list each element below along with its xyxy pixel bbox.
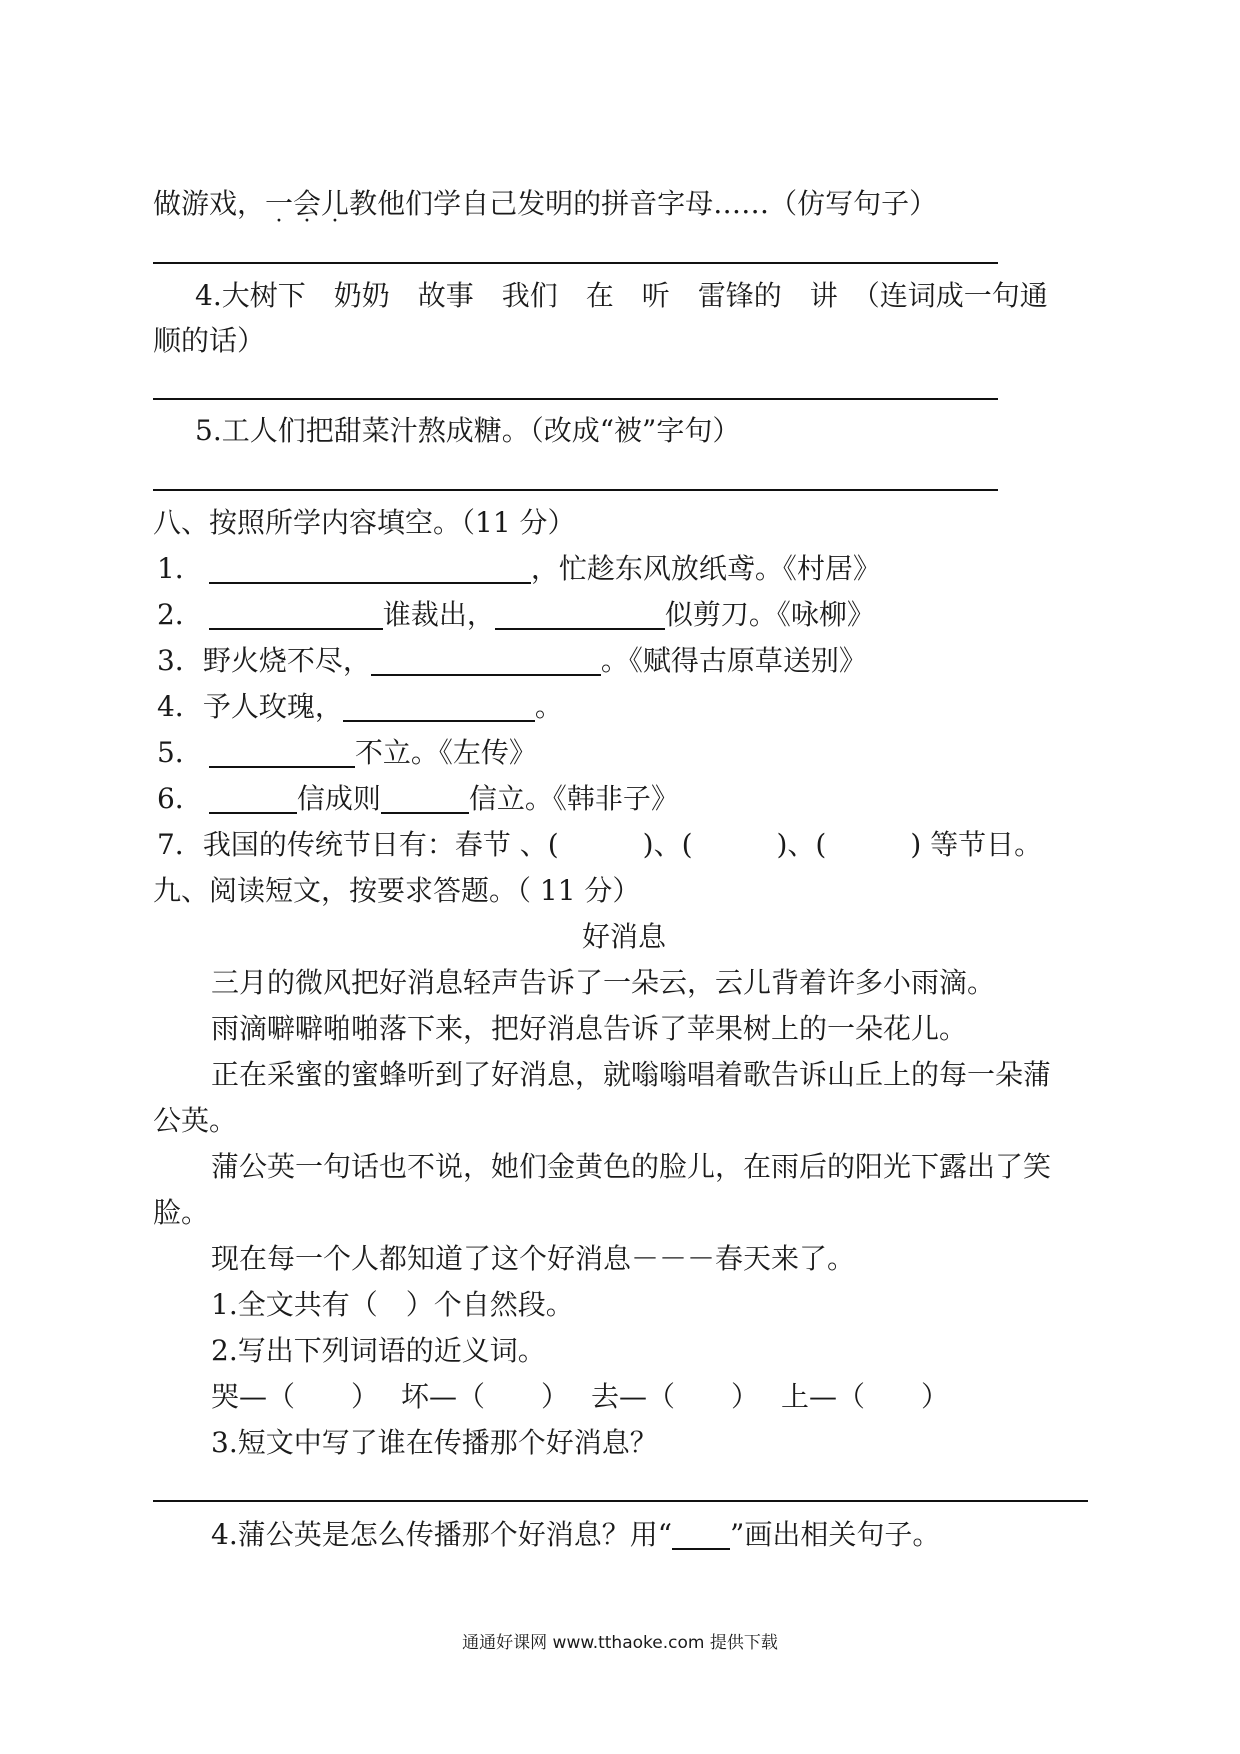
synonym-item: 哭—（ ） xyxy=(211,1380,380,1413)
synonym-item: 上—（ ） xyxy=(781,1380,950,1413)
page-footer: 通通好课网 www.tthaoke.com 提供下载 xyxy=(462,1633,778,1653)
blank-3[interactable] xyxy=(371,646,601,676)
reading-q3: 3.短文中写了谁在传播那个好消息？ xyxy=(211,1426,658,1459)
reading-q4-post: ”画出相关句子。 xyxy=(730,1518,941,1551)
item3-post: 。《赋得古原草送别》 xyxy=(600,644,867,677)
blank-1[interactable] xyxy=(209,554,531,584)
q5-text: 5.工人们把甜菜汁熬成糖。（改成“被”字句） xyxy=(195,414,741,447)
q3-sentence xyxy=(153,186,937,222)
item6-text: 信立。《韩非子》 xyxy=(468,782,679,815)
item4-post: 。 xyxy=(534,690,563,723)
q3-post: 教他们学自己发明的拼音字母……（仿写句子） xyxy=(349,187,938,220)
fill-item-4 xyxy=(157,689,563,725)
fill-item-1 xyxy=(157,551,881,587)
answer-line-q5[interactable] xyxy=(153,489,998,491)
synonym-item: 去—（ ） xyxy=(591,1380,760,1413)
underline-sample xyxy=(672,1520,730,1550)
q3-dot-char-3: 儿 xyxy=(321,187,350,220)
item6-number: 6． xyxy=(157,782,203,815)
item2-mid: 谁裁出， xyxy=(382,598,495,631)
q3-dot-char-1: 一 xyxy=(265,187,294,220)
q4-line-2: 顺的话） xyxy=(153,324,266,357)
item5-text: 不立。《左传》 xyxy=(354,736,537,769)
blank-6b[interactable] xyxy=(381,784,469,814)
blank-2a[interactable] xyxy=(209,600,383,630)
fill-item-5 xyxy=(157,735,537,771)
q3-dot-char-2: 会 xyxy=(293,187,322,220)
reading-q4-pre: 4.蒲公英是怎么传播那个好消息？用“ xyxy=(211,1518,673,1551)
passage-paragraph-3a: 正在采蜜的蜜蜂听到了好消息，就嗡嗡唱着歌告诉山丘上的每一朵蒲 xyxy=(211,1058,1052,1091)
blank-2b[interactable] xyxy=(495,600,665,630)
passage-paragraph-2: 雨滴噼噼啪啪落下来，把好消息告诉了苹果树上的一朵花儿。 xyxy=(211,1012,968,1045)
reading-q2: 2.写出下列词语的近义词。 xyxy=(211,1334,546,1367)
item6-mid: 信成则 xyxy=(296,782,381,815)
fill-item-3 xyxy=(157,643,867,679)
item2-number: 2． xyxy=(157,598,203,631)
blank-6a[interactable] xyxy=(209,784,297,814)
passage-paragraph-4b: 脸。 xyxy=(153,1196,210,1229)
fill-item-6 xyxy=(157,781,679,817)
passage-title: 好消息 xyxy=(582,920,667,953)
item4-pre: 4．予人玫瑰， xyxy=(157,690,343,723)
item1-number: 1． xyxy=(157,552,203,585)
passage-paragraph-1: 三月的微风把好消息轻声告诉了一朵云，云儿背着许多小雨滴。 xyxy=(211,966,996,999)
synonym-item: 坏—（ ） xyxy=(401,1380,570,1413)
reading-q4 xyxy=(211,1517,940,1553)
item3-pre: 3．野火烧不尽， xyxy=(157,644,371,677)
answer-line-q3[interactable] xyxy=(153,262,998,264)
item1-text: ，忙趁东风放纸鸢。《村居》 xyxy=(530,552,881,585)
fill-item-2 xyxy=(157,597,875,633)
fill-item-7: 7．我国的传统节日有：春节 、( )、( )、( ) 等节日。 xyxy=(157,828,1043,861)
blank-5[interactable] xyxy=(209,738,355,768)
answer-line-q4[interactable] xyxy=(153,398,998,400)
answer-line-reading-q3[interactable] xyxy=(153,1500,1088,1502)
passage-paragraph-3b: 公英。 xyxy=(153,1104,238,1137)
section8-heading: 八、按照所学内容填空。（11 分） xyxy=(153,506,576,539)
reading-q1: 1.全文共有（ ）个自然段。 xyxy=(211,1288,574,1321)
q3-pre: 做游戏， xyxy=(153,187,266,220)
passage-paragraph-4a: 蒲公英一句话也不说，她们金黄色的脸儿，在雨后的阳光下露出了笑 xyxy=(211,1150,1052,1183)
passage-paragraph-5: 现在每一个人都知道了这个好消息－－－春天来了。 xyxy=(211,1242,856,1275)
q4-line-1: 4.大树下 奶奶 故事 我们 在 听 雷锋的 讲 （连词成一句通 xyxy=(195,279,1048,312)
blank-4[interactable] xyxy=(343,692,535,722)
item2-text: 似剪刀。《咏柳》 xyxy=(664,598,875,631)
synonym-row xyxy=(211,1379,971,1415)
item5-number: 5． xyxy=(157,736,203,769)
section9-heading: 九、阅读短文，按要求答题。（ 11 分） xyxy=(153,874,641,907)
